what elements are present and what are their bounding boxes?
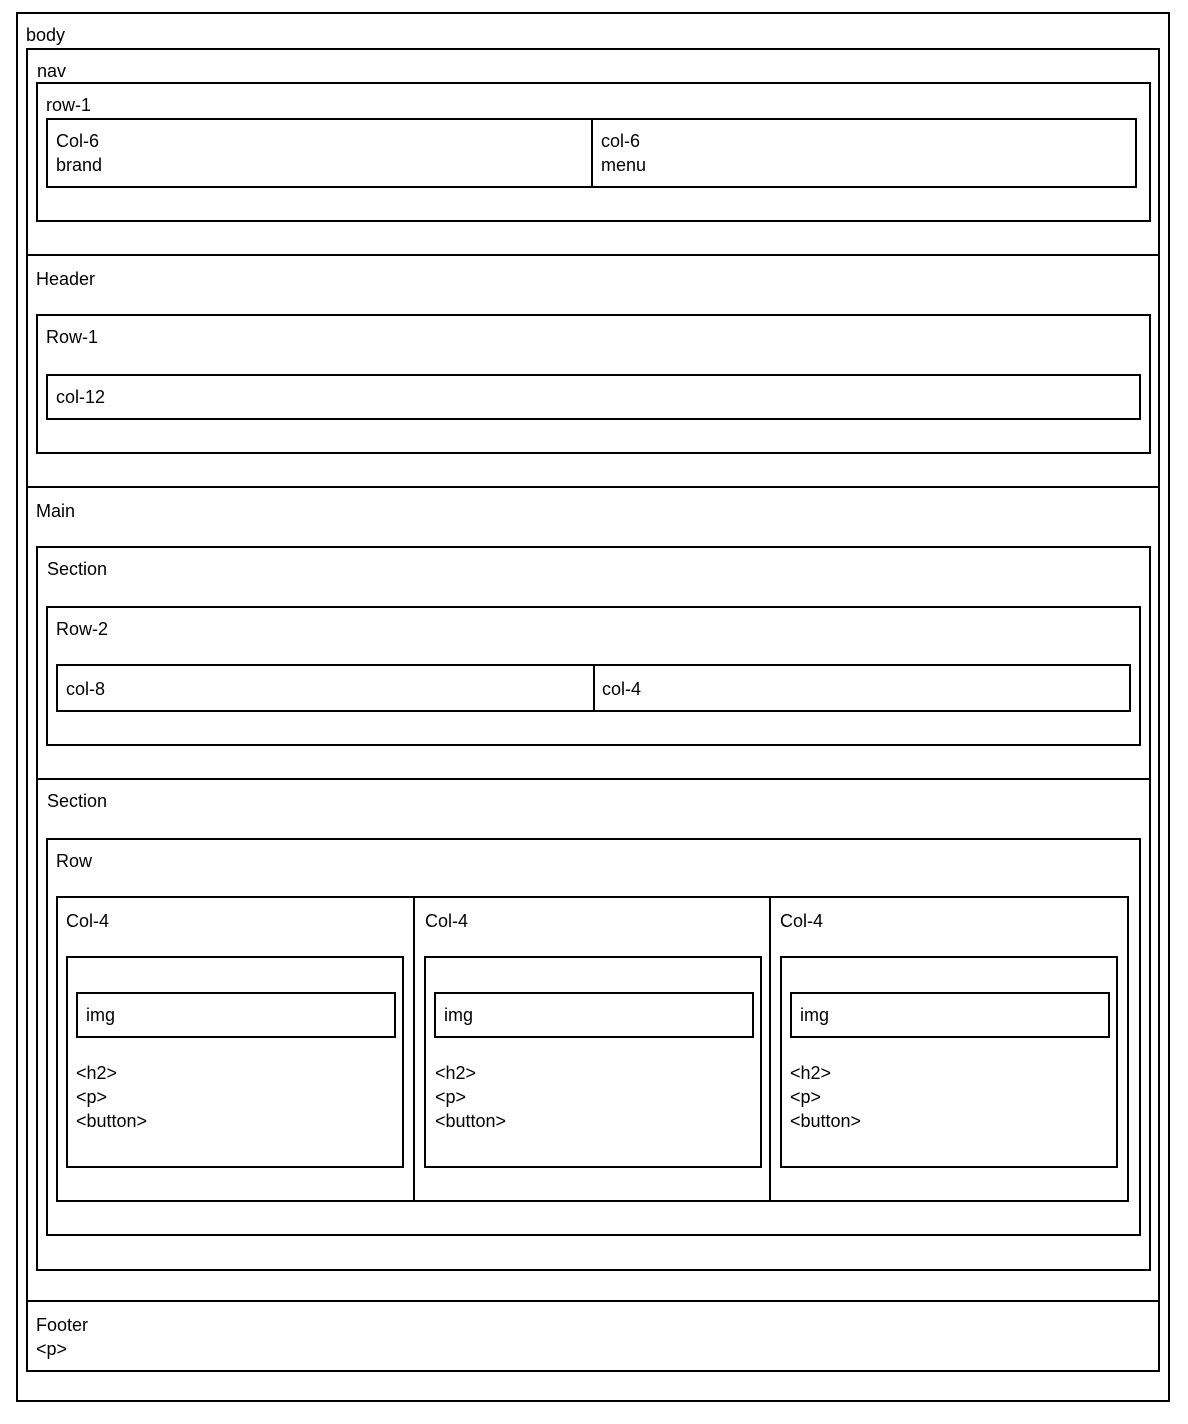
col4-2-label: Col-4: [425, 911, 469, 931]
header-col-12-label: col-12: [56, 387, 106, 407]
nav-col-brand: [46, 118, 593, 188]
footer-p: <p>: [36, 1339, 68, 1359]
section1-label: Section: [47, 559, 108, 579]
col4-3-h2: <h2>: [790, 1063, 832, 1083]
col4-1-img-label: img: [86, 1005, 116, 1025]
body-label: body: [26, 25, 66, 45]
section1-row-label: Row-2: [56, 619, 109, 639]
col4-3-img: [790, 992, 1110, 1038]
col4-3-label: Col-4: [780, 911, 824, 931]
col4-2-h2: <h2>: [435, 1063, 477, 1083]
section2-label: Section: [47, 791, 108, 811]
main-label: Main: [36, 501, 76, 521]
col4-2-button: <button>: [435, 1111, 507, 1131]
col4-2-img: [434, 992, 754, 1038]
section1-col-4: [593, 664, 1131, 712]
col4-1-button: <button>: [76, 1111, 148, 1131]
nav-col-menu: [591, 118, 1137, 188]
nav-row-label: row-1: [46, 95, 92, 115]
nav-label: nav: [37, 61, 67, 81]
section1-col-8: [56, 664, 595, 712]
col4-3-button: <button>: [790, 1111, 862, 1131]
nav-col-menu-line2: menu: [601, 155, 647, 175]
col4-2-p: <p>: [435, 1087, 467, 1107]
section1-col-4-label: col-4: [602, 679, 642, 699]
section2-col-divider-2: [769, 896, 771, 1202]
col4-1-img: [76, 992, 396, 1038]
divider-main-footer: [26, 1300, 1160, 1302]
section2-col-divider-1: [413, 896, 415, 1202]
nav-col-brand-line2: brand: [56, 155, 103, 175]
header-row-label: Row-1: [46, 327, 99, 347]
divider-nav-header: [26, 254, 1160, 256]
section2-row-label: Row: [56, 851, 93, 871]
section1-col-8-label: col-8: [66, 679, 106, 699]
footer-label: Footer: [36, 1315, 89, 1335]
col4-1-p: <p>: [76, 1087, 108, 1107]
col4-3-img-label: img: [800, 1005, 830, 1025]
col4-2-img-label: img: [444, 1005, 474, 1025]
divider-header-main: [26, 486, 1160, 488]
nav-col-brand-line1: Col-6: [56, 131, 100, 151]
col4-3-p: <p>: [790, 1087, 822, 1107]
header-label: Header: [36, 269, 96, 289]
header-col-12: [46, 374, 1141, 420]
divider-section1-section2: [36, 778, 1151, 780]
col4-1-label: Col-4: [66, 911, 110, 931]
col4-1-h2: <h2>: [76, 1063, 118, 1083]
nav-col-menu-line1: col-6: [601, 131, 641, 151]
